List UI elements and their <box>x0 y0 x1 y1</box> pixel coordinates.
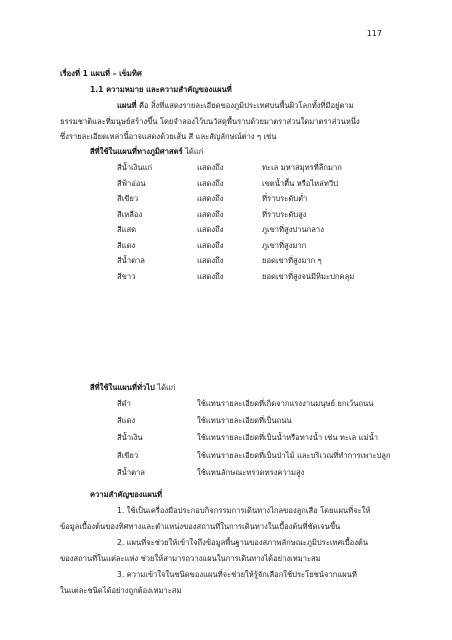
geo-color-verb: แสดงถึง <box>197 163 224 172</box>
geo-color-name: สีฟ้าอ่อน <box>117 178 146 188</box>
importance-line-1: 1. ใช้เป็นเครื่องมือประกอบกิจกรรมการเดินทางไกลของลูกเสือ โดยแผนที่จะให้ <box>117 506 371 515</box>
gen-color-meaning: ใช้แทนรายละเอียดที่เป็นน้ำหรือทางน้ำ เช่น ทะเล แม่น้ำ <box>197 433 379 443</box>
geo-color-verb: แสดงถึง <box>197 178 224 188</box>
geo-color-meaning: ภูเขาที่สูงปานกลาง <box>262 225 324 234</box>
importance-line-3: 2. แผนที่จะช่วยให้เข้าใจถึงข้อมูลพื้นฐานของสภาพลักษณะภูมิประเทศเบื้องต้น <box>117 538 369 547</box>
geo-color-name: สีน้ำเงินแก่ <box>117 163 153 172</box>
geo-color-name: สีเขียว <box>117 194 139 203</box>
geography-colors-heading-suffix: ได้แก่ <box>182 147 204 156</box>
geo-color-verb: แสดงถึง <box>197 209 224 219</box>
section-heading: 1.1 ความหมาย และความสำคัญของแผนที่ <box>90 85 232 94</box>
definition-text: คือ สิ่งที่แสดงรายละเอียดของภูมิประเทศบนพื้นผิวโลกทั้งที่มีอยู่ตาม <box>136 101 354 110</box>
gen-color-meaning: ใช้แทนรายละเอียดที่เป็นป่าไม้ และบริเวณที่ทำการเพาะปลูก <box>197 450 391 460</box>
gen-color-meaning: ใช้แทนรายละเอียดที่เป็นถนน <box>197 416 292 426</box>
geo-color-name: สีแสด <box>117 225 137 234</box>
geo-color-verb: แสดงถึง <box>197 256 224 265</box>
importance-line-2: ข้อมูลเบื้องต้นของทิศทางและตำแหน่งของสถานที่ในการเดินทางในเบื้องต้นที่ชัดเจนขึ้น <box>60 522 341 531</box>
geo-color-verb: แสดงถึง <box>197 225 224 234</box>
chapter-heading: เรื่องที่ 1 แผนที่ – เข็มทิศ <box>60 69 142 78</box>
geo-color-meaning: เขตน้ำตื้น หรือไหล่ทวีป <box>262 178 338 188</box>
general-colors-heading <box>90 383 176 393</box>
geo-color-name: สีน้ำตาล <box>117 256 145 265</box>
importance-line-4: ของสถานที่ในแต่ละแห่ง ช่วยให้สามารถวางแผนในการเดินทางได้อย่างเหมาะสม <box>60 554 321 563</box>
general-colors-heading-text: สีที่ใช้ในแผนที่ทั่วไป <box>90 383 155 392</box>
geo-color-verb: แสดงถึง <box>197 271 224 281</box>
geo-color-meaning: ที่ราบระดับต่ำ <box>262 194 308 203</box>
geography-colors-heading-text: สีที่ใช้ในแผนที่ทางภูมิศาสตร์ <box>90 147 183 156</box>
gen-color-name: สีเขียว <box>117 450 139 460</box>
general-colors-heading-suffix: ได้แก่ <box>154 383 176 392</box>
definition-line-3: ซึ่งรายละเอียดเหล่านี้อาจแสดงด้วยเส้น สี และสัญลักษณ์ต่าง ๆ เช่น <box>60 132 277 141</box>
page-number: 117 <box>366 29 382 38</box>
geo-color-name: สีแดง <box>117 240 136 250</box>
importance-heading: ความสำคัญของแผนที่ <box>90 490 163 499</box>
geo-color-meaning: ที่ราบระดับสูง <box>262 209 307 219</box>
gen-color-meaning: ใช้แทนรายละเอียดที่เกิดจากแรงงานมนุษย์ ยกเว้นถนน <box>197 399 374 408</box>
gen-color-name: สีน้ำตาล <box>117 467 145 477</box>
geo-color-meaning: ภูเขาที่สูงมาก <box>262 240 307 250</box>
gen-color-name: สีดำ <box>117 399 131 408</box>
definition-line-1 <box>117 101 354 111</box>
geo-color-name: สีขาว <box>117 271 136 281</box>
definition-line-2: ธรรมชาติและที่มนุษย์สร้างขึ้น โดยจำลองไว้บนวัสดุพื้นราบด้วยมาตราส่วนใดมาตราส่วนหนึ่ง <box>60 117 360 126</box>
geo-color-meaning: ยอดเขาที่สูงมาก ๆ <box>262 256 322 265</box>
geo-color-verb: แสดงถึง <box>197 240 224 250</box>
gen-color-name: สีแดง <box>117 416 136 426</box>
geography-colors-heading <box>90 147 203 157</box>
gen-color-name: สีน้ำเงิน <box>117 433 143 443</box>
geo-color-name: สีเหลือง <box>117 209 143 219</box>
importance-line-6: ในแต่ละชนิดได้อย่างถูกต้องเหมาะสม <box>60 586 182 595</box>
importance-line-5: 3. ความเข้าใจในชนิดของแผนที่จะช่วยให้รู้จักเลือกใช้ประโยชน์จากแผนที่ <box>117 570 357 579</box>
geo-color-meaning: ยอดเขาที่สูงจนมีหิมะปกคลุม <box>262 271 355 281</box>
geo-color-verb: แสดงถึง <box>197 194 224 203</box>
definition-term: แผนที่ <box>117 101 137 110</box>
gen-color-meaning: ใช้แทนลักษณะทรวดทรงความสูง <box>197 467 305 477</box>
geo-color-meaning: ทะเล มหาสมุทรที่ลึกมาก <box>262 163 342 172</box>
